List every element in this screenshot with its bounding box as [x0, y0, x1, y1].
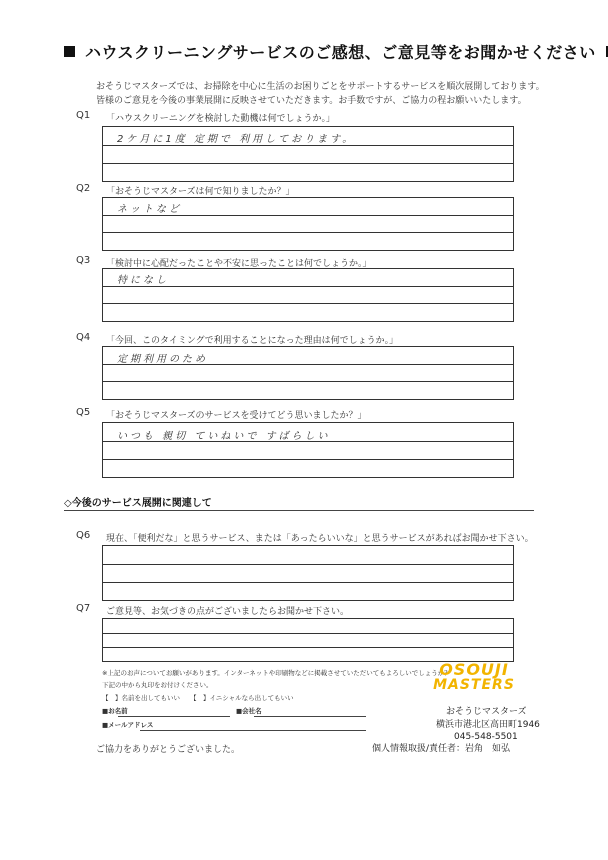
square-bullet-icon	[64, 46, 75, 57]
company-phone: 045-548-5501	[454, 732, 518, 742]
consent-note: ※上記のお声についてお願いがあります。インターネットや印刷物などに掲載させていただいてもよろしいでしょうか？	[102, 669, 451, 677]
question-text: 「検討中に心配だったことや不安に思ったことは何でしょうか。」	[106, 259, 372, 269]
name-label: ■お名前	[102, 707, 128, 715]
consent-instruction: 下記の中から丸印をお付けください。	[102, 681, 213, 689]
privacy-officer: 個人情報取扱/責任者：岩角 如弘	[372, 744, 511, 754]
ruled-line	[103, 647, 513, 648]
question-text: 「おそうじマスターズのサービスを受けてどう思いましたか？」	[106, 411, 367, 421]
logo-line1: OSOUJI	[439, 660, 509, 679]
question-text: 「今回、このタイミングで利用することになった理由は何でしょうか。」	[106, 336, 399, 346]
ruled-line	[103, 381, 513, 382]
handwritten-answer: ネットなど	[117, 204, 182, 215]
question-number: Q3	[76, 255, 91, 266]
intro-line: おそうじマスターズでは、お掃除を中心に生活のお困りごとをサポートするサービスを順次展開しております。	[96, 82, 545, 92]
question-text: ご意見等、お気づきの点がございましたらお聞かせ下さい。	[106, 607, 350, 617]
handwritten-answer: 定期利用のため	[117, 354, 208, 365]
answer-box[interactable]	[102, 545, 514, 601]
ruled-line	[103, 633, 513, 634]
company-logo	[432, 660, 516, 702]
thanks-text: ご協力をありがとうございました。	[96, 745, 241, 755]
question-text: 「ハウスクリーニングを検討した動機は何でしょうか。」	[106, 114, 336, 124]
ruled-line	[103, 215, 513, 216]
question-text: 「おそうじマスターズは何で知りましたか？」	[106, 187, 295, 197]
handwritten-answer: いつも 親切 ていねいで すばらしい	[117, 431, 331, 442]
ruled-line	[103, 232, 513, 233]
ruled-line	[103, 303, 513, 304]
answer-box[interactable]	[102, 346, 514, 400]
name-field[interactable]	[118, 716, 230, 717]
ruled-line	[103, 286, 513, 287]
ruled-line	[103, 564, 513, 565]
company-label: ■会社名	[236, 707, 262, 715]
ruled-line	[103, 459, 513, 460]
handwritten-answer: 2ケ月に1度 定期で 利用しております。	[117, 134, 356, 145]
intro-line: 皆様のご意見を今後の事業展開に反映させていただきます。お手数ですが、ご協力の程お願いいたします。	[96, 96, 527, 106]
question-number: Q6	[76, 530, 91, 541]
section-divider	[64, 510, 534, 511]
page-title-text: ハウスクリーニングサービスのご感想、ご意見等をお聞かせください	[85, 43, 596, 62]
section-heading: ◇今後のサービス展開に関連して	[64, 498, 212, 509]
answer-box[interactable]	[102, 618, 514, 662]
email-label: ■メールアドレス	[102, 721, 154, 729]
company-address: 横浜市港北区高田町1946	[436, 720, 540, 730]
logo-line2: MASTERS	[433, 677, 515, 693]
answer-box[interactable]	[102, 422, 514, 478]
answer-box[interactable]	[102, 197, 514, 251]
question-number: Q1	[76, 110, 91, 121]
email-field[interactable]	[140, 730, 366, 731]
company-name: おそうじマスターズ	[446, 707, 527, 717]
intro-text	[96, 80, 576, 108]
company-field[interactable]	[254, 716, 366, 717]
answer-box[interactable]	[102, 268, 514, 322]
question-number: Q5	[76, 407, 91, 418]
page-title	[64, 40, 608, 63]
handwritten-answer: 特になし	[117, 275, 169, 286]
ruled-line	[103, 145, 513, 146]
answer-box[interactable]	[102, 126, 514, 182]
question-text: 現在、「便利だな」と思うサービス、または「あったらいいな」と思うサービスがあればお聞かせ下さい。	[106, 534, 534, 544]
question-number: Q2	[76, 183, 91, 194]
question-number: Q7	[76, 603, 91, 614]
consent-option-initial[interactable]: 【 】イニシャルなら出してもいい	[190, 694, 294, 702]
ruled-line	[103, 163, 513, 164]
consent-option-name[interactable]: 【 】名前を出してもいい	[102, 694, 180, 702]
question-number: Q4	[76, 332, 91, 343]
ruled-line	[103, 582, 513, 583]
